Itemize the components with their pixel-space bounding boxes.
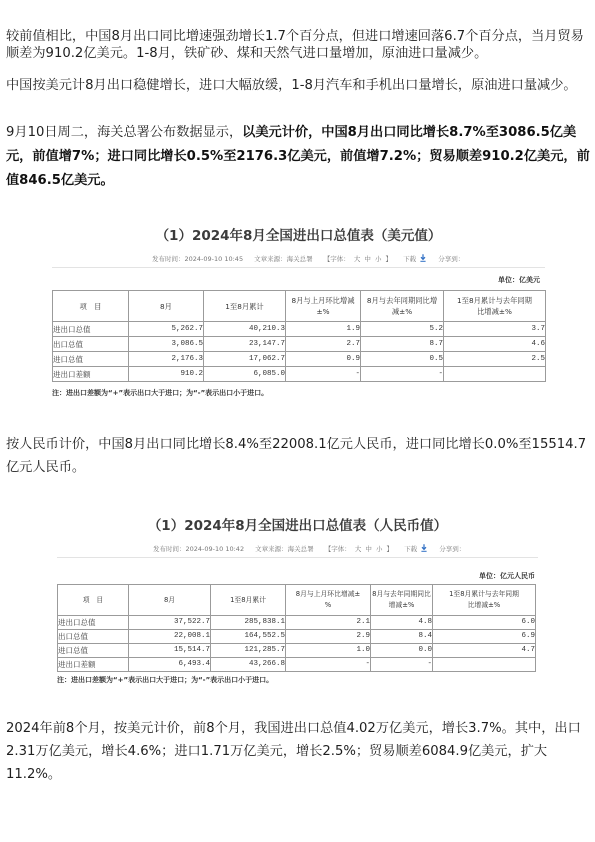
download-icon xyxy=(420,254,426,262)
header-line: 8月与上月环比增减 xyxy=(291,296,355,305)
download-label: 下载 xyxy=(403,255,417,263)
table-header-row xyxy=(58,585,536,616)
meta-divider xyxy=(52,267,545,268)
header-line: 1至8月累计与去年同期 xyxy=(449,590,519,598)
font-size-close: 】 xyxy=(386,545,394,553)
table-row xyxy=(53,322,546,337)
cell-ytd: 6,085.0 xyxy=(204,367,286,382)
header-line: % xyxy=(324,601,332,609)
meta-divider xyxy=(57,557,538,558)
paragraph-lead-text: 9月10日周二，海关总署公布数据显示， xyxy=(6,125,243,140)
cell-ytd-yoy xyxy=(444,367,546,382)
header-line: 比增减±% xyxy=(467,601,501,609)
header-mom-change xyxy=(286,585,371,616)
font-size-medium: 中 xyxy=(364,255,371,263)
cell-mom: 1.9 xyxy=(286,322,361,337)
header-line: 1至8月累计 xyxy=(225,301,264,311)
cell-ytd-yoy: 6.0 xyxy=(433,616,536,630)
paragraph-usd-data xyxy=(6,121,591,193)
cell-item: 进出口差额 xyxy=(58,658,129,672)
cell-yoy: 8.4 xyxy=(371,630,433,644)
cell-yoy: 5.2 xyxy=(361,322,444,337)
font-size-label: 【字体： xyxy=(323,255,350,263)
table-row xyxy=(58,616,536,630)
header-line: 8月与去年同期同比 xyxy=(372,590,431,598)
header-line: 项 目 xyxy=(79,301,102,311)
header-item xyxy=(53,291,129,322)
cell-month: 6,493.4 xyxy=(129,658,211,672)
cell-item: 出口总值 xyxy=(53,337,129,352)
paragraph-trade-summary: 较前值相比，中国8月出口同比增速强劲增长1.7个百分点，但进口增速回落6.7个百分点，当月贸易顺差为910.2亿美元。1-8月，铁矿砂、煤和天然气进口量增加，原油进口量减少。 xyxy=(6,29,584,61)
cell-yoy: - xyxy=(371,658,433,672)
cell-month: 910.2 xyxy=(129,367,204,382)
table-note: 注：进出口差额为“+”表示出口大于进口；为“-”表示出口小于进口。 xyxy=(52,389,269,397)
cell-yoy: 8.7 xyxy=(361,337,444,352)
header-ytd-yoy-change xyxy=(433,585,536,616)
header-mom-change xyxy=(286,291,361,322)
share-label: 分享到： xyxy=(438,255,465,263)
header-line: ±% xyxy=(316,307,330,316)
cell-item: 进出口差额 xyxy=(53,367,129,382)
rmb-trade-table-image xyxy=(55,512,540,694)
paragraph-bold-text: 以美元计价，中国8月出口同比增长8.7%至3086.5亿美元，前值增7%；进口同比增长0.5%至2176.3亿美元，前值增7.2%；贸易顺差910.2亿美元，前值846.5亿美元。 xyxy=(6,125,590,188)
cell-yoy: 0.5 xyxy=(361,352,444,367)
font-size-large: 大 xyxy=(353,255,361,263)
cell-mom: - xyxy=(286,367,361,382)
cell-ytd: 164,552.5 xyxy=(211,630,286,644)
table-note: 注：进出口差额为“+”表示出口大于进口；为“-”表示出口小于进口。 xyxy=(57,676,274,684)
header-yoy-change xyxy=(371,585,433,616)
cell-ytd: 23,147.7 xyxy=(204,337,286,352)
paragraph-rmb-data: 按人民币计价，中国8月出口同比增长8.4%至22008.1亿元人民币，进口同比增长0.0%至15514.7亿元人民币。 xyxy=(6,437,587,475)
article-source: 文章来源：海关总署 xyxy=(254,255,313,263)
font-size-small: 小 xyxy=(374,255,382,263)
table-row xyxy=(53,367,546,382)
header-ytd xyxy=(204,291,286,322)
font-size-small: 小 xyxy=(375,545,383,553)
font-size-label: 【字体： xyxy=(324,545,351,553)
download-icon xyxy=(421,544,427,552)
share-label: 分享到： xyxy=(439,545,466,553)
font-size-large: 大 xyxy=(354,545,362,553)
header-line: 项 目 xyxy=(82,595,104,604)
cell-ytd-yoy xyxy=(433,658,536,672)
unit-label: 单位：亿美元 xyxy=(498,276,540,284)
table-row xyxy=(58,658,536,672)
cell-ytd: 40,210.3 xyxy=(204,322,286,337)
header-line: 增减±% xyxy=(388,601,415,609)
cell-ytd: 285,838.1 xyxy=(211,616,286,630)
header-line: 8月与上月环比增减± xyxy=(295,590,361,598)
usd-trade-table-image xyxy=(50,222,547,404)
header-line: 8月 xyxy=(163,595,176,604)
rmb-trade-table xyxy=(57,584,536,672)
table-header-row xyxy=(53,291,546,322)
cell-ytd: 17,062.7 xyxy=(204,352,286,367)
cell-item: 进出口总值 xyxy=(53,322,129,337)
table-row xyxy=(53,337,546,352)
unit-label: 单位：亿元人民币 xyxy=(479,572,535,580)
cell-mom: 1.0 xyxy=(286,644,371,658)
paragraph-usd-overview: 中国按美元计8月出口稳健增长，进口大幅放缓，1-8月汽车和手机出口量增长，原油进口量减少。 xyxy=(6,78,577,93)
cell-month: 2,176.3 xyxy=(129,352,204,367)
cell-mom: 2.7 xyxy=(286,337,361,352)
cell-yoy: 0.0 xyxy=(371,644,433,658)
cell-month: 15,514.7 xyxy=(129,644,211,658)
cell-item: 进出口总值 xyxy=(58,616,129,630)
cell-item: 进口总值 xyxy=(58,644,129,658)
table-title: （1）2024年8月全国进出口总值表（人民币值） xyxy=(147,518,448,534)
header-line: 1至8月累计与去年同期 xyxy=(457,296,532,305)
paragraph-ytd-summary: 2024年前8个月，按美元计价，前8个月，我国进出口总值4.02万亿美元，增长3.7%。其中，出口2.31万亿美元，增长4.6%；进口1.71万亿美元，增长2.5%；贸易顺差6084.9亿美元，扩大11.2%。 xyxy=(6,721,581,782)
table-row xyxy=(58,630,536,644)
cell-yoy: - xyxy=(361,367,444,382)
cell-ytd-yoy: 4.6 xyxy=(444,337,546,352)
table-meta xyxy=(152,254,466,264)
header-yoy-change xyxy=(361,291,444,322)
cell-item: 进口总值 xyxy=(53,352,129,367)
table-row xyxy=(53,352,546,367)
cell-mom: 2.1 xyxy=(286,616,371,630)
cell-mom: - xyxy=(286,658,371,672)
cell-mom: 0.9 xyxy=(286,352,361,367)
cell-ytd-yoy: 3.7 xyxy=(444,322,546,337)
cell-ytd-yoy: 4.7 xyxy=(433,644,536,658)
download-label: 下载 xyxy=(404,545,418,553)
cell-mom: 2.9 xyxy=(286,630,371,644)
cell-ytd: 43,266.8 xyxy=(211,658,286,672)
cell-month: 37,522.7 xyxy=(129,616,211,630)
article-source: 文章来源：海关总署 xyxy=(255,545,314,553)
table-row xyxy=(58,644,536,658)
header-month xyxy=(129,585,211,616)
font-size-medium: 中 xyxy=(365,545,372,553)
header-item xyxy=(58,585,129,616)
usd-trade-table xyxy=(52,290,546,382)
header-line: 8月与去年同期同比增 xyxy=(366,296,438,305)
header-line: 1至8月累计 xyxy=(230,595,266,604)
header-ytd xyxy=(211,585,286,616)
table-meta xyxy=(153,544,467,554)
header-month xyxy=(129,291,204,322)
cell-item: 出口总值 xyxy=(58,630,129,644)
font-size-close: 】 xyxy=(385,255,393,263)
publish-time: 发布时间：2024-09-10 10:45 xyxy=(152,255,244,263)
cell-ytd-yoy: 2.5 xyxy=(444,352,546,367)
header-line: 比增减±% xyxy=(477,307,512,316)
cell-month: 5,262.7 xyxy=(129,322,204,337)
cell-month: 3,086.5 xyxy=(129,337,204,352)
publish-time: 发布时间：2024-09-10 10:42 xyxy=(153,545,245,553)
table-title: （1）2024年8月全国进出口总值表（美元值） xyxy=(155,228,442,244)
cell-yoy: 4.8 xyxy=(371,616,433,630)
header-line: 减±% xyxy=(391,307,413,316)
cell-ytd-yoy: 6.9 xyxy=(433,630,536,644)
cell-ytd: 121,285.7 xyxy=(211,644,286,658)
header-line: 8月 xyxy=(160,301,172,311)
header-ytd-yoy-change xyxy=(444,291,546,322)
cell-month: 22,008.1 xyxy=(129,630,211,644)
